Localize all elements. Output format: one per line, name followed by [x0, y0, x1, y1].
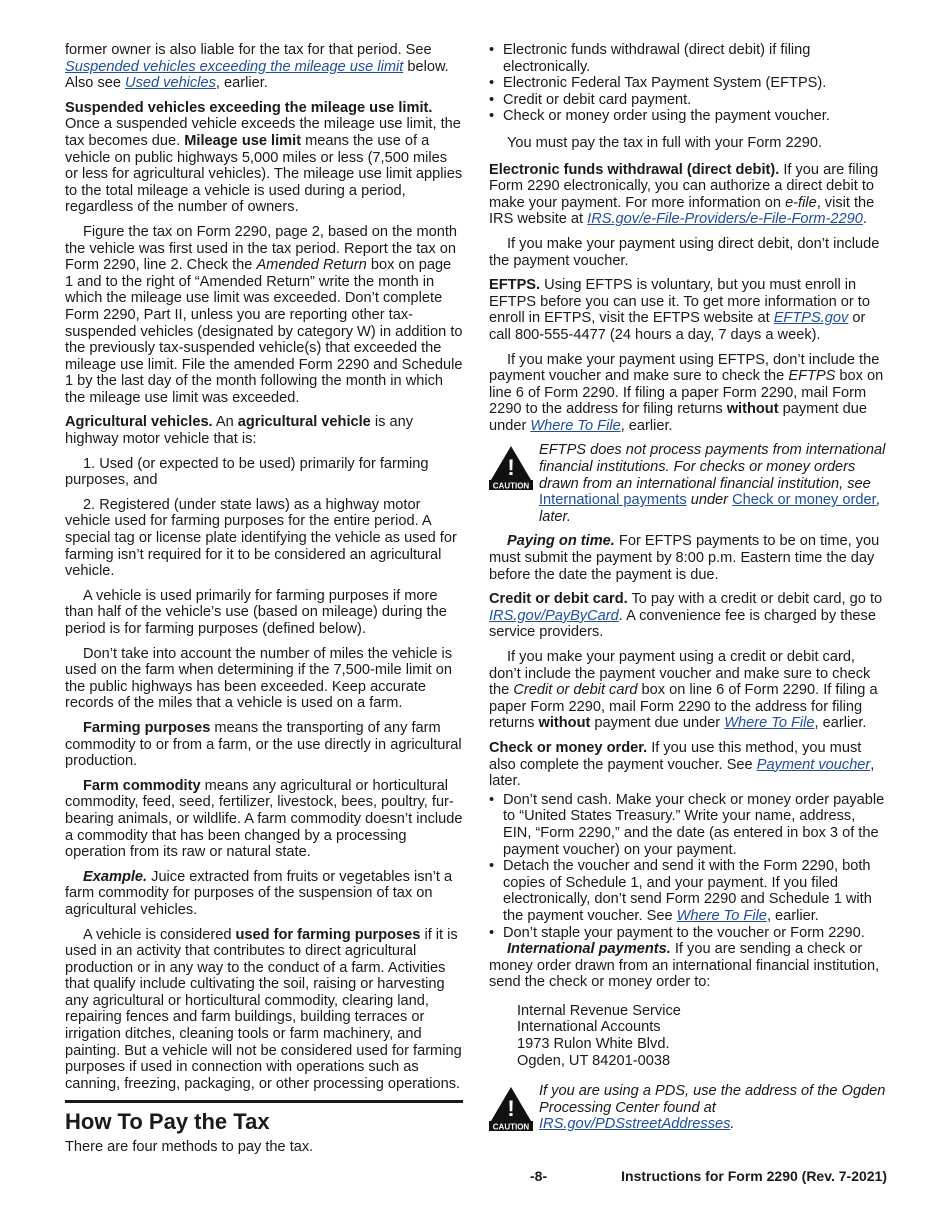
link-used-vehicles[interactable]: Used vehicles: [125, 75, 216, 92]
left-column: [65, 42, 463, 1164]
paragraph-former-owner: former owner is also liable for the tax for that period. See Suspended vehicles exceeding the mileage use limit below. Also see Used vehicles, earlier.: [65, 42, 449, 92]
paragraph-used-for-farming: A vehicle is considered used for farming purposes if it is used in an activity that contributes to direct agricultural production or in any way to the conduct of a farm. Activities that qualify include cultivating the soil, raising or harvesting any agricultural or horticultural commodity, clearing land, repairing fences and farm buildings, building terraces or irrigation ditches, cleaning tools or farm machinery, and painting. But a vehicle will not be considered used for farming purposes if used in connection with operations such as canning, freezing, packaging, or other processing operations.: [65, 926, 462, 1092]
link-where-to-file[interactable]: Where To File: [724, 715, 815, 732]
paragraph-miles-on-farm: Don’t take into account the number of miles the vehicle is used on the farm when determining if the 7,500-mile limit on the public highways has been exceeded. Keep accurate records of the miles that a vehicle is used on a farm.: [65, 645, 453, 712]
right-column: [489, 42, 887, 1141]
paragraph-credit-card-voucher: If you make your payment using a credit or debit card, don’t include the payment voucher and make sure to check the Credit or debit card box on line 6 of Form 2290. If filing a paper Form 2290, mail Form 2290 to the address for filing returns without payment due under Where To File, earlier.: [489, 649, 878, 732]
paragraph-farm-commodity: Farm commodity means any agricultural or horticultural commodity, feed, seed, fertilizer, livestock, bees, poultry, fur-bearing animals, or wildlife. A farm commodity doesn’t include a commodity that has been changed by a processing operation from its raw or natural state.: [65, 777, 463, 861]
link-pds-addresses[interactable]: IRS.gov/PDSstreetAddresses: [539, 1116, 731, 1133]
paragraph-eftps: EFTPS. Using EFTPS is voluntary, but you must enroll in EFTPS before you can use it. To get more information or to enroll in EFTPS, visit the EFTPS website at EFTPS.gov or call 800-555-4477 (24 hours a day, 7 days a week).: [489, 277, 870, 343]
paragraph-primarily-farming: A vehicle is used primarily for farming purposes if more than half of the vehicle’s use (based on mileage) during the period is for farming purposes (defined below).: [65, 587, 447, 637]
caution-icon: [489, 1085, 533, 1131]
list-item-direct-debit: • Electronic funds withdrawal (direct debit) if filing electronically.: [489, 42, 811, 75]
link-payment-voucher[interactable]: Payment voucher: [756, 756, 871, 773]
paragraph-eftps-voucher: If you make your payment using EFTPS, don’t include the payment voucher and make sure to check the EFTPS box on line 6 of Form 2290. If filing a paper Form 2290, mail Form 2290 to the address for filing returns without payment due under Where To File, earlier.: [489, 351, 884, 434]
caution-text: EFTPS does not process payments from international financial institutions. For checks or money orders drawn from an international financial institution, see International payments under Check or money order, later.: [539, 442, 886, 525]
list-item-dont-staple: • Don’t staple your payment to the voucher or Form 2290.: [489, 924, 865, 941]
paragraph-agricultural-vehicles: Agricultural vehicles. An agricultural vehicle is any highway motor vehicle that is:: [65, 414, 413, 448]
caution-note-international: [489, 442, 887, 525]
caution-note-pds: [489, 1083, 887, 1133]
caution-icon: [489, 444, 533, 490]
section-title-how-to-pay: How To Pay the Tax: [65, 1109, 270, 1135]
list-item-card: • Credit or debit card payment.: [489, 91, 692, 108]
link-efile-providers[interactable]: IRS.gov/e-File-Providers/e-File-Form-2290: [587, 211, 863, 228]
link-check-or-money-order[interactable]: Check or money order: [732, 492, 877, 509]
page-number: -8-: [530, 1168, 548, 1184]
list-item-eftps: • Electronic Federal Tax Payment System (EFTPS).: [489, 75, 827, 92]
paragraph-direct-debit-voucher: If you make your payment using direct debit, don’t include the payment voucher.: [489, 235, 880, 269]
paragraph-pay-in-full: You must pay the tax in full with your Form 2290.: [507, 134, 823, 151]
mailing-address: [517, 1003, 887, 1069]
link-where-to-file[interactable]: Where To File: [676, 907, 767, 924]
address-line: 1973 Rulon White Blvd.: [517, 1036, 670, 1053]
paragraph-direct-debit: Electronic funds withdrawal (direct debit). If you are filing Form 2290 electronically, you can authorize a direct debit to make your payment. For more information on e-file, visit the IRS website at IRS.gov/e-File-Providers/e-File-Form-2290.: [489, 161, 879, 228]
address-line: Ogden, UT 84201-0038: [517, 1052, 671, 1069]
list-item-farming-use: 1. Used (or expected to be used) primarily for farming purposes, and: [65, 455, 429, 489]
paragraph-suspended-vehicles: Suspended vehicles exceeding the mileage use limit. Once a suspended vehicle exceeds the mileage use limit, the tax becomes due. Mileage use limit means the use of a vehicle on public highways 5,000 miles or less (7,500 miles or less for agricultural vehicles). The mileage use limit applies to the total mileage a vehicle is used during a period, regardless of the number of owners.: [65, 99, 463, 216]
link-paybycard[interactable]: IRS.gov/PayByCard: [489, 607, 619, 624]
svg-text:CAUTION: CAUTION: [492, 1122, 530, 1132]
svg-text:!: !: [507, 455, 515, 481]
list-item-registered: 2. Registered (under state laws) as a highway motor vehicle used for farming purposes for the entire period. A special tag or license plate identifying the vehicle as used for farming isn’t required for it to be considered an agricultural vehicle.: [65, 496, 457, 580]
link-suspended-vehicles[interactable]: Suspended vehicles exceeding the mileage use limit: [65, 58, 404, 75]
svg-text:!: !: [507, 1096, 515, 1122]
address-line: Internal Revenue Service: [517, 1002, 681, 1019]
paragraph-farming-purposes: Farming purposes means the transporting of any farm commodity to or from a farm, or the use directly in agricultural production.: [65, 719, 462, 770]
caution-text: If you are using a PDS, use the address of the Ogden Processing Center found at IRS.gov/PDSstreetAddresses.: [539, 1083, 886, 1133]
paragraph-check-money-order: Check or money order. If you use this method, you must also complete the payment voucher. See Payment voucher, later.: [489, 739, 875, 790]
paragraph-international-payments: International payments. If you are sending a check or money order drawn from an international financial institution, send the check or money order to:: [489, 941, 880, 991]
link-international-payments[interactable]: International payments: [539, 492, 687, 509]
paragraph-example: Example. Juice extracted from fruits or vegetables isn’t a farm commodity for purposes of the suspension of tax on agricultural vehicles.: [65, 868, 453, 918]
svg-text:CAUTION: CAUTION: [492, 481, 530, 491]
document-title: Instructions for Form 2290 (Rev. 7-2021): [621, 1168, 887, 1184]
paragraph-credit-card: Credit or debit card. To pay with a credit or debit card, go to IRS.gov/PayByCard. A convenience fee is charged by these service providers.: [489, 591, 883, 641]
address-line: International Accounts: [517, 1019, 661, 1036]
link-eftps-gov[interactable]: EFTPS.gov: [773, 310, 849, 327]
paragraph-four-methods: There are four methods to pay the tax.: [65, 1139, 314, 1156]
paragraph-figure-tax: Figure the tax on Form 2290, page 2, based on the month the vehicle was first used in the tax period. Report the tax on Form 2290, line 2. Check the Amended Return box on page 1 and to the right of “Amended Return” write the month in which the mileage use limit was exceeded. Don’t complete Form 2290, Part II, unless you are reporting other tax-suspended vehicles (designated by category W) in addition to the previously tax-suspended vehicle(s) that exceeded the mileage use limit. File the amended Form 2290 and Schedule 1 by the last day of the month following the month in which the mileage use limit was exceeded.: [65, 223, 463, 406]
paragraph-paying-on-time: Paying on time. For EFTPS payments to be on time, you must submit the payment by 8:00 p.m. Eastern time the day before the date the payment is due.: [489, 533, 880, 583]
list-item-dont-send-cash: • Don’t send cash. Make your check or money order payable to “United States Treasury.” Write your name, address, EIN, “Form 2290,” and the date (as entered in box 3 of the payment voucher) on your payment.: [489, 791, 885, 858]
list-item-check: • Check or money order using the payment voucher.: [489, 108, 830, 125]
section-divider: [65, 1100, 463, 1103]
link-where-to-file[interactable]: Where To File: [530, 417, 621, 434]
list-item-detach-voucher: • Detach the voucher and send it with the Form 2290, both copies of Schedule 1, and your payment. If you filed electronically, don’t send Form 2290 and Schedule 1 with the payment voucher. See Where To File, earlier.: [489, 858, 872, 924]
